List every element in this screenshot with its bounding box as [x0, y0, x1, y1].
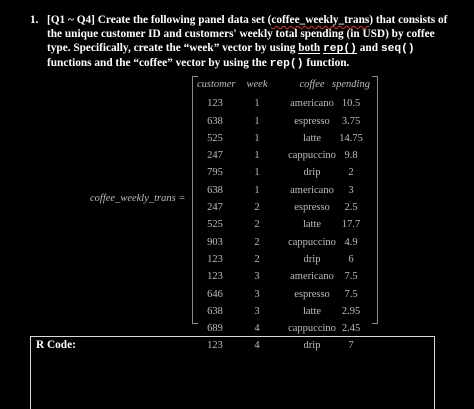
cell-coffee: espresso: [294, 202, 330, 214]
emphasis-both: both: [298, 42, 321, 54]
cell-spending: 17.7: [341, 219, 361, 231]
cell-spending: 3: [348, 184, 354, 196]
cell-customer: 638: [207, 115, 223, 127]
column-week: [244, 78, 270, 355]
cell-week: 4: [254, 323, 260, 335]
cell-spending: 4.9: [344, 236, 358, 248]
cell-spending: 2.45: [341, 323, 361, 335]
cell-coffee: americano: [290, 98, 334, 110]
cell-week: 1: [254, 98, 260, 110]
cell-spending: 14.75: [339, 132, 363, 144]
question-text: [30, 13, 460, 71]
cell-week: 3: [254, 271, 260, 283]
cell-customer: 525: [207, 132, 223, 144]
seq-function: seq(): [380, 43, 415, 55]
cell-week: 1: [254, 115, 260, 127]
cell-coffee: cappuccino: [288, 236, 336, 248]
cell-customer: 247: [207, 202, 223, 214]
cell-week: 1: [254, 167, 260, 179]
cell-customer: 247: [207, 150, 223, 162]
column-customer: [197, 78, 236, 355]
question-and: and: [356, 42, 381, 54]
header-week: week: [246, 79, 268, 90]
cell-spending: 10.5: [341, 98, 361, 110]
question-tag: [Q1 ~ Q4]: [47, 14, 95, 26]
cell-week: 2: [254, 202, 260, 214]
cell-coffee: espresso: [294, 288, 330, 300]
cell-spending: 7.5: [344, 288, 358, 300]
cell-coffee: latte: [302, 305, 322, 317]
cell-week: 1: [254, 150, 260, 162]
question-end: function.: [303, 57, 350, 69]
cell-customer: 638: [207, 305, 223, 317]
matrix-label: coffee_weekly_trans =: [90, 193, 186, 204]
cell-customer: 123: [207, 98, 223, 110]
cell-customer: 123: [207, 253, 223, 265]
question-body: [47, 13, 460, 71]
cell-spending: 2.5: [344, 202, 358, 214]
header-spending: spending: [332, 79, 370, 90]
cell-week: 1: [254, 184, 260, 196]
cell-coffee: americano: [290, 271, 334, 283]
cell-spending: 2.95: [341, 305, 361, 317]
cell-customer: 903: [207, 236, 223, 248]
question-intro: Create the following panel data set (: [94, 14, 272, 26]
cell-spending: 7: [348, 340, 354, 352]
header-customer: customer: [197, 79, 236, 90]
rep-function: rep(): [323, 43, 357, 55]
cell-coffee: drip: [303, 167, 321, 179]
cell-week: 2: [254, 236, 260, 248]
question-middle: ) that consists of the unique customer ID and customers' weekly total spending (in USD) by coffee type. Specifically, create the “week” vector by using: [47, 14, 448, 54]
dataset-name: coffee_weekly_trans: [271, 14, 370, 26]
r-code-answer-box[interactable]: [30, 336, 435, 409]
cell-customer: 123: [207, 340, 223, 352]
cell-week: 3: [254, 288, 260, 300]
rep-function-2: rep(): [269, 58, 304, 70]
cell-week: 4: [254, 340, 260, 352]
cell-spending: 6: [348, 253, 354, 265]
header-coffee: coffee: [299, 79, 325, 90]
cell-week: 1: [254, 132, 260, 144]
cell-week: 2: [254, 253, 260, 265]
cell-spending: 9.8: [344, 150, 358, 162]
cell-spending: 7.5: [344, 271, 358, 283]
cell-customer: 689: [207, 323, 223, 335]
cell-spending: 2: [348, 167, 354, 179]
cell-customer: 123: [207, 271, 223, 283]
question-coffee-clause: functions and the “coffee” vector by using the: [47, 57, 270, 69]
cell-coffee: espresso: [294, 115, 330, 127]
cell-coffee: latte: [302, 132, 322, 144]
cell-spending: 3.75: [341, 115, 361, 127]
cell-customer: 525: [207, 219, 223, 231]
cell-customer: 795: [207, 167, 223, 179]
cell-customer: 646: [207, 288, 223, 300]
cell-coffee: latte: [302, 219, 322, 231]
question-number: 1.: [30, 14, 39, 26]
cell-coffee: americano: [290, 184, 334, 196]
cell-customer: 638: [207, 184, 223, 196]
r-code-label: R Code:: [36, 339, 76, 351]
column-spending: [329, 78, 373, 355]
cell-coffee: cappuccino: [288, 150, 336, 162]
cell-coffee: drip: [303, 253, 321, 265]
cell-coffee: drip: [303, 340, 321, 352]
cell-week: 3: [254, 305, 260, 317]
cell-coffee: cappuccino: [288, 323, 336, 335]
cell-week: 2: [254, 219, 260, 231]
